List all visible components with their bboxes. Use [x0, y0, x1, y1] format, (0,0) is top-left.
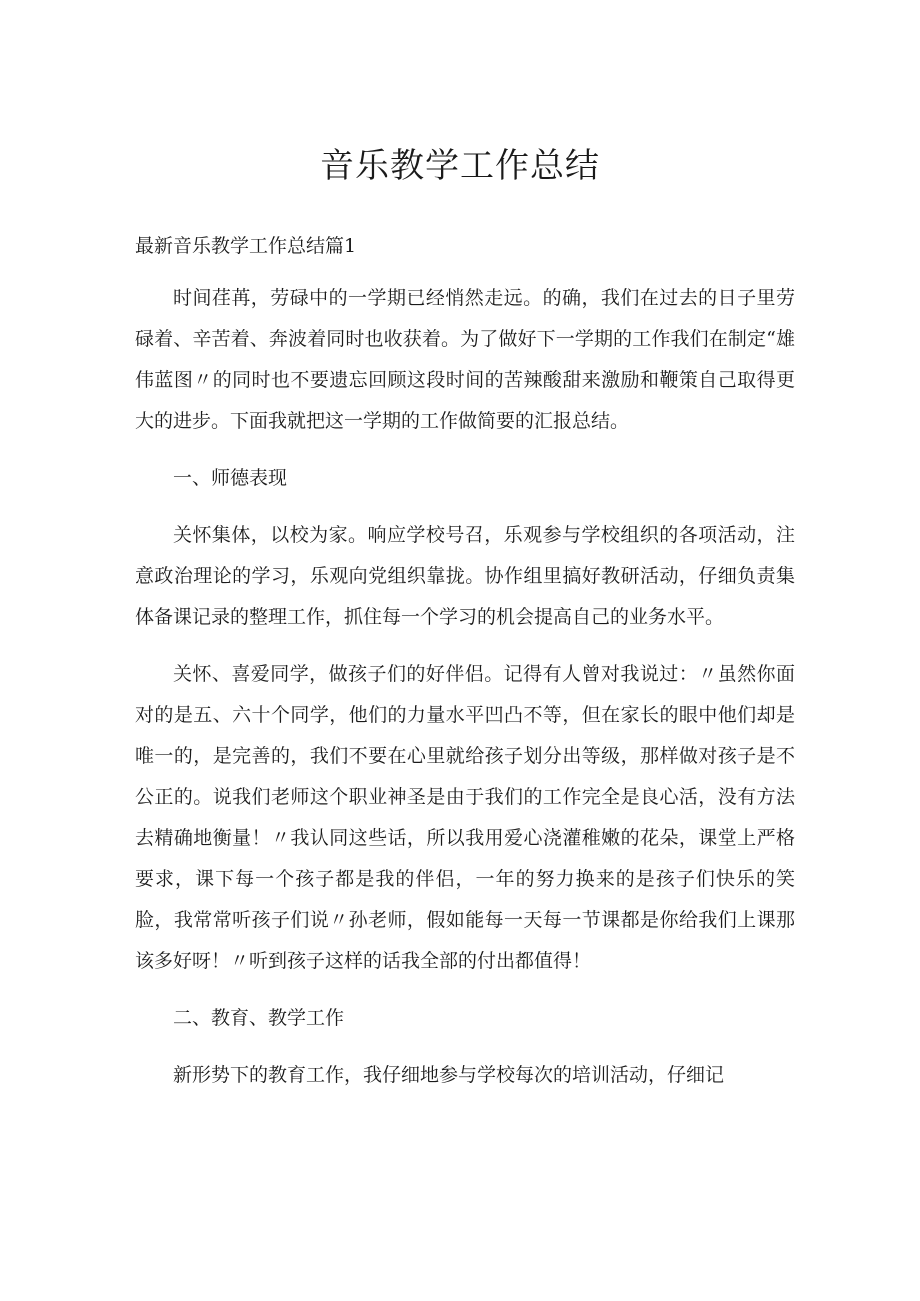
paragraph-training: 新形势下的教育工作，我仔细地参与学校每次的培训活动，仔细记: [173, 1064, 725, 1086]
paragraph-collective: 关怀集体，以校为家。响应学校号召，乐观参与学校组织的各项活动，注意政治理论的学习，乐观向党组织靠拢。协作组里搞好教研活动，仔细负责集体备课记录的整理工作，抓住每一个学习的机会提高自己的业务水平。: [135, 524, 795, 628]
paragraph-intro: 时间荏苒，劳碌中的一学期已经悄然走远。的确，我们在过去的日子里劳碌着、辛苦着、奔波着同时也收获着。为了做好下一学期的工作我们在制定“雄伟蓝图〃的同时也不要遗忘回顾这段时间的苦辣酸甜来激励和鞭策自己取得更大的进步。下面我就把这一学期的工作做简要的汇报总结。: [135, 287, 795, 432]
section-heading-ethics: 一、师德表现: [173, 467, 288, 489]
document-body: [135, 278, 795, 1112]
document-subtitle: 最新音乐教学工作总结篇1: [135, 235, 357, 257]
paragraph-students: 关怀、喜爱同学，做孩子们的好伴侣。记得有人曾对我说过：〃虽然你面对的是五、六十个同学，他们的力量水平凹凸不等，但在家长的眼中他们却是唯一的，是完善的，我们不要在心里就给孩子划分出等级，那样做对孩子是不公正的。说我们老师这个职业神圣是由于我们的工作完全是良心活，没有方法去精确地衡量！〃我认同这些话，所以我用爱心浇灌稚嫩的花朵，课堂上严格要求，课下每一个孩子都是我的伴侣，一年的努力换来的是孩子们快乐的笑脸，我常常听孩子们说〃孙老师，假如能每一天每一节课都是你给我们上课那该多好呀！〃听到孩子这样的话我全部的付出都值得！: [135, 663, 795, 972]
document-title: 音乐教学工作总结: [320, 146, 600, 186]
section-heading-teaching: 二、教育、教学工作: [173, 1007, 345, 1029]
